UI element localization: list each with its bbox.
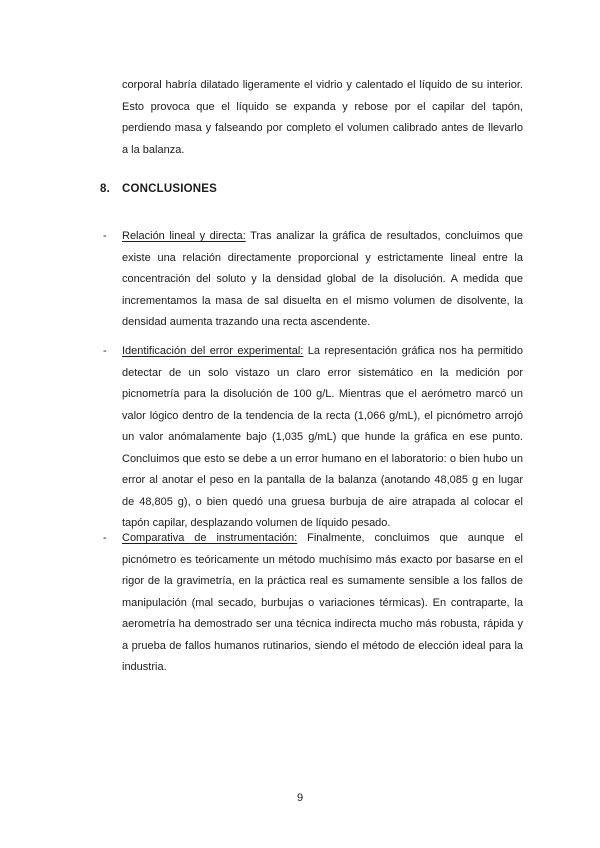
page-number: 9: [296, 792, 304, 804]
bullet-marker: -: [103, 230, 107, 242]
section-heading: [100, 179, 217, 201]
bullet-lead: Comparativa de instrumentación:: [122, 532, 298, 544]
bullet-item-comparativa-instrumentacion: [103, 528, 523, 679]
bullet-body: La representación gráfica nos ha permitido detectar de un solo vistazo un claro error sistemático en la medición por picnometría para la disolución de 100 g/L. Mientras que el aerómetro marcó un valor lógico dentro de la tendencia de la recta (1,066 g/mL), el picnómetro arrojó un valor anómalamente bajo (1,035 g/mL) que hunde la gráfica en ese punto. Concluimos que esto se debe a un error humano en el laboratorio: o bien hubo un error al anotar el peso en la pantalla de la balanza (anotando 48,085 g en lugar de 48,805 g), o bien quedó una gruesa burbuja de aire atrapada al colocar el tapón capilar, desplazando volumen de líquido pesado.: [122, 345, 524, 529]
section-number: 8.: [100, 183, 110, 195]
bullet-body: Finalmente, concluimos que aunque el picnómetro es teóricamente un método muchísimo más exacto por basarse en el rigor de la gravimetría, en la práctica real es sumamente sensible a los fallos de manipulación (mal secado, burbujas o variaciones térmicas). En contraparte, la aerometría ha demostrado ser una técnica indirecta mucho más robusta, rápida y a prueba de fallos humanos rutinarios, siendo el método de elección ideal para la industria.: [122, 532, 524, 673]
bullet-marker: -: [103, 532, 107, 544]
bullet-marker: -: [103, 345, 107, 357]
intro-paragraph: corporal habría dilatado ligeramente el vidrio y calentado el líquido de su interior. Esto provoca que el líquido se expanda y rebose por el capilar del tapón, perdiendo masa y falseando por completo el volumen calibrado antes de llevarlo a la balanza.: [122, 79, 523, 156]
bullet-lead: Relación lineal y directa:: [122, 230, 246, 242]
section-title: CONCLUSIONES: [122, 183, 218, 195]
bullet-text: [122, 226, 523, 334]
bullet-text: [122, 528, 523, 679]
bullet-text: [122, 341, 523, 535]
bullet-item-relacion-lineal: [103, 226, 523, 334]
bullet-item-error-experimental: [103, 341, 523, 535]
bullet-body: Tras analizar la gráfica de resultados, concluimos que existe una relación directamente proporcional y estrictamente lineal entre la concentración del soluto y la densidad global de la disolución. A medida que incrementamos la masa de sal disuelta en el mismo volumen de disolvente, la densidad aumenta trazando una recta ascendente.: [122, 230, 523, 328]
bullet-lead: Identificación del error experimental:: [122, 345, 304, 357]
